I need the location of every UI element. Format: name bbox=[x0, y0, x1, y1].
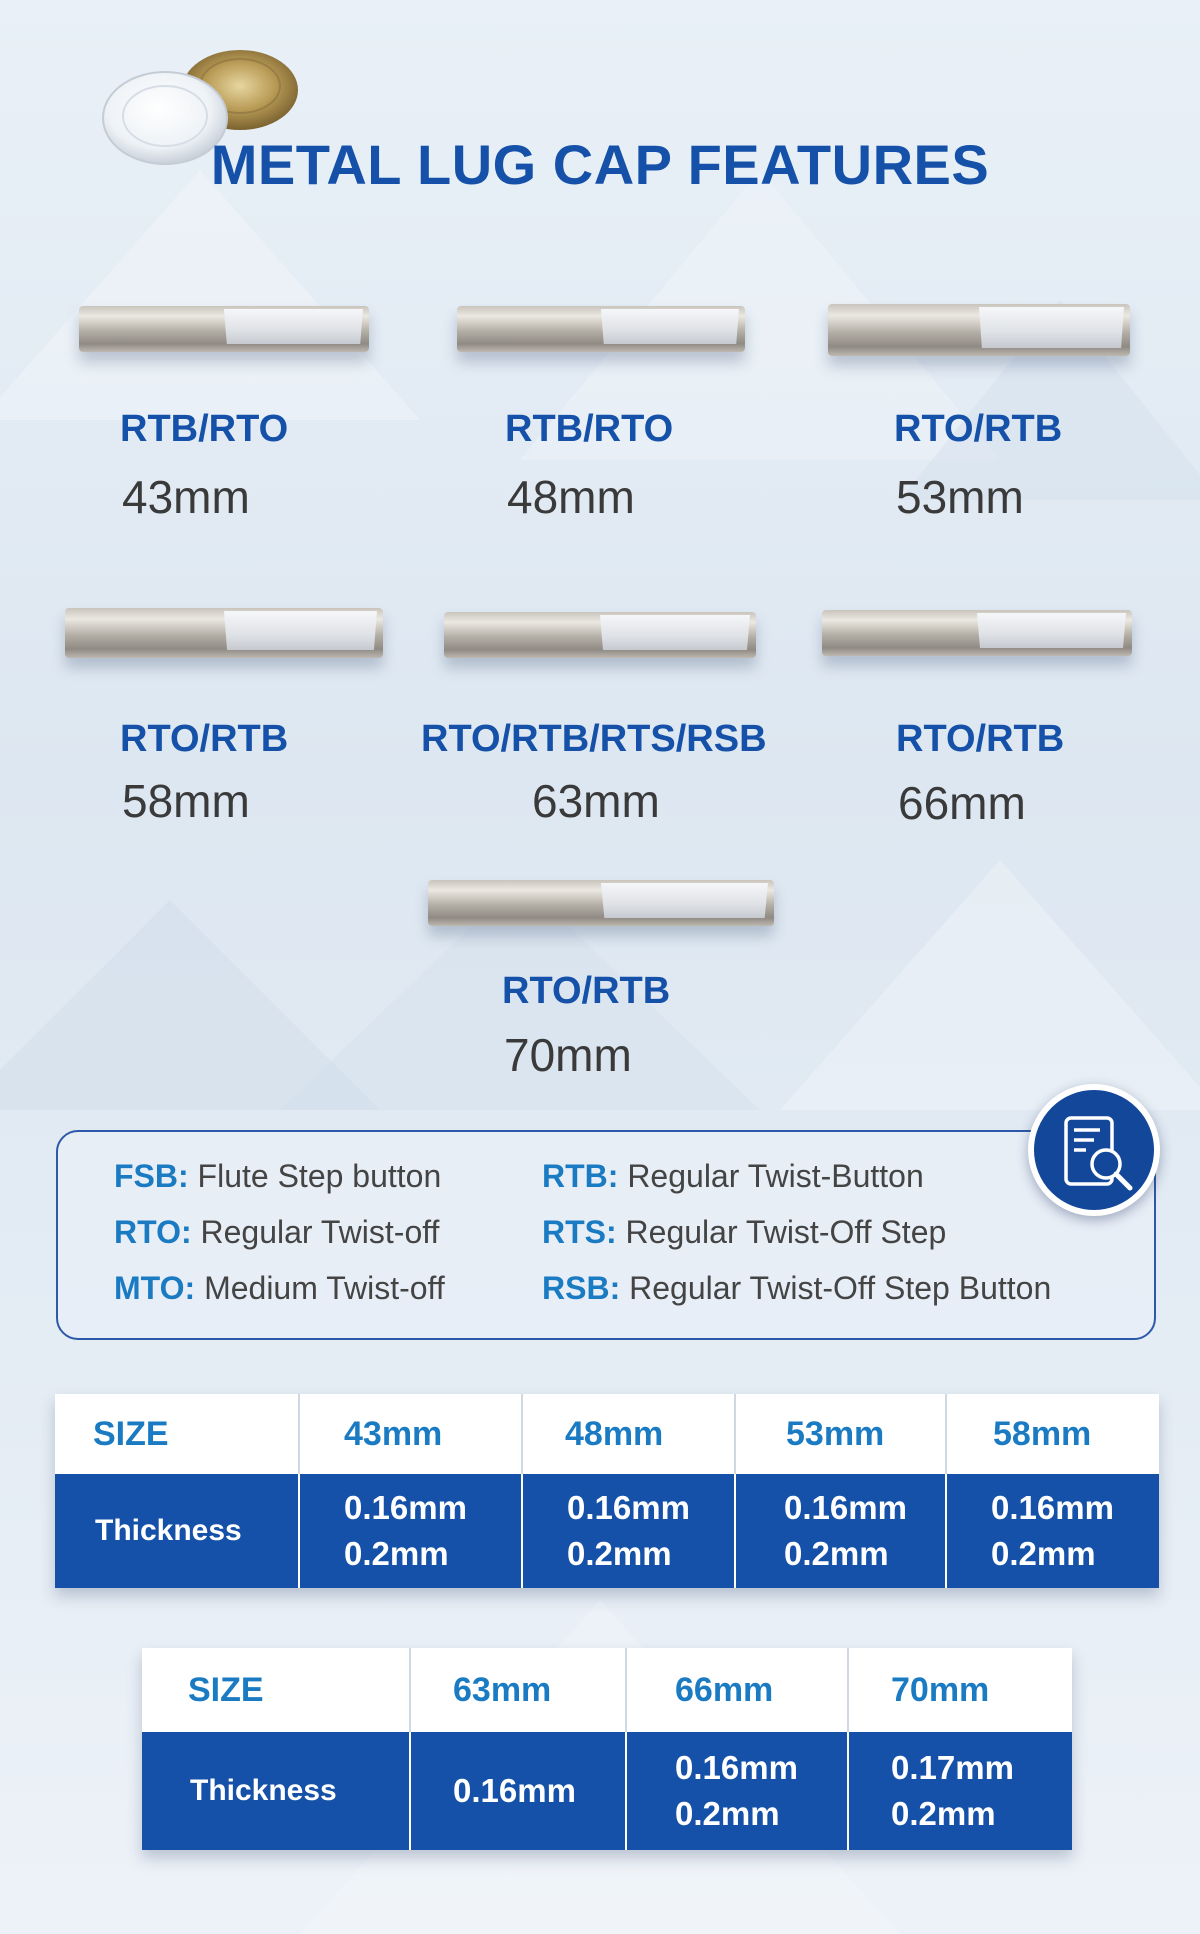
thickness-value: 0.16mm bbox=[453, 1772, 576, 1809]
cap-size: 58mm bbox=[122, 775, 250, 827]
legend-abbr: RTS: bbox=[542, 1214, 617, 1250]
cap-type: RTO/RTB/RTS/RSB bbox=[421, 718, 767, 760]
cap-type: RTO/RTB bbox=[120, 718, 289, 760]
size-label: SIZE bbox=[55, 1394, 299, 1474]
cap-type: RTO/RTB bbox=[502, 970, 671, 1012]
thickness-label: Thickness bbox=[142, 1732, 410, 1850]
thickness-value: 0.2mm bbox=[784, 1535, 889, 1572]
thickness-value: 0.2mm bbox=[891, 1795, 996, 1832]
legend-desc: Regular Twist-off bbox=[200, 1214, 440, 1250]
cap-type: RTO/RTB bbox=[894, 408, 1063, 450]
cap-size: 66mm bbox=[898, 777, 1026, 829]
cap-type: RTB/RTO bbox=[505, 408, 674, 450]
legend-item-rsb bbox=[542, 1270, 1051, 1307]
thickness-value: 0.16mm bbox=[784, 1489, 907, 1526]
legend-abbr: RTO: bbox=[114, 1214, 192, 1250]
legend-item-mto bbox=[114, 1270, 445, 1307]
legend-abbr: FSB: bbox=[114, 1158, 189, 1194]
cap-image bbox=[428, 880, 774, 926]
cap-size: 48mm bbox=[507, 471, 635, 523]
thickness-label: Thickness bbox=[55, 1474, 299, 1588]
cap-size: 43mm bbox=[122, 471, 250, 523]
thickness-value: 0.2mm bbox=[991, 1535, 1096, 1572]
thickness-cell bbox=[626, 1732, 848, 1850]
cap-image bbox=[457, 306, 745, 352]
size-label: SIZE bbox=[142, 1648, 410, 1732]
cap-type: RTO/RTB bbox=[896, 718, 1065, 760]
thickness-value: 0.2mm bbox=[675, 1795, 780, 1832]
legend-item-rtb bbox=[542, 1158, 924, 1195]
thickness-cell bbox=[946, 1474, 1159, 1588]
thickness-value: 0.2mm bbox=[567, 1535, 672, 1572]
page-title: METAL LUG CAP FEATURES bbox=[210, 133, 990, 196]
cap-image bbox=[828, 304, 1130, 356]
cap-image bbox=[822, 610, 1132, 656]
thickness-value: 0.16mm bbox=[675, 1749, 798, 1786]
legend-desc: Regular Twist-Off Step Button bbox=[629, 1270, 1052, 1306]
thickness-table-1 bbox=[55, 1394, 1159, 1588]
legend-desc: Regular Twist-Button bbox=[627, 1158, 924, 1194]
cap-image bbox=[65, 608, 383, 658]
thickness-cell bbox=[848, 1732, 1072, 1850]
cap-size: 63mm bbox=[532, 775, 660, 827]
size-cell: 48mm bbox=[522, 1394, 735, 1474]
thickness-value: 0.16mm bbox=[991, 1489, 1114, 1526]
thickness-value: 0.2mm bbox=[344, 1535, 449, 1572]
size-cell: 70mm bbox=[848, 1648, 1072, 1732]
size-cell: 43mm bbox=[299, 1394, 522, 1474]
size-cell: 58mm bbox=[946, 1394, 1159, 1474]
document-search-icon bbox=[1028, 1084, 1160, 1216]
legend-abbr: RSB: bbox=[542, 1270, 621, 1306]
abbreviation-legend bbox=[56, 1130, 1156, 1340]
cap-image bbox=[79, 306, 369, 352]
thickness-table-2 bbox=[142, 1648, 1072, 1850]
thickness-cell bbox=[735, 1474, 946, 1588]
cap-size: 53mm bbox=[896, 471, 1024, 523]
legend-desc: Medium Twist-off bbox=[204, 1270, 445, 1306]
legend-abbr: MTO: bbox=[114, 1270, 196, 1306]
legend-desc: Regular Twist-Off Step bbox=[625, 1214, 947, 1250]
size-cell: 66mm bbox=[626, 1648, 848, 1732]
thickness-value: 0.17mm bbox=[891, 1749, 1014, 1786]
thickness-cell bbox=[410, 1732, 626, 1850]
legend-item-rto bbox=[114, 1214, 439, 1251]
thickness-value: 0.16mm bbox=[344, 1489, 467, 1526]
thickness-value: 0.16mm bbox=[567, 1489, 690, 1526]
legend-item-rts bbox=[542, 1214, 946, 1251]
cap-type: RTB/RTO bbox=[120, 408, 289, 450]
legend-abbr: RTB: bbox=[542, 1158, 619, 1194]
thickness-cell bbox=[522, 1474, 735, 1588]
thickness-cell bbox=[299, 1474, 522, 1588]
size-cell: 53mm bbox=[735, 1394, 946, 1474]
cap-image bbox=[444, 612, 756, 658]
legend-item-fsb bbox=[114, 1158, 441, 1195]
legend-desc: Flute Step button bbox=[197, 1158, 442, 1194]
cap-size: 70mm bbox=[504, 1029, 632, 1081]
size-cell: 63mm bbox=[410, 1648, 626, 1732]
